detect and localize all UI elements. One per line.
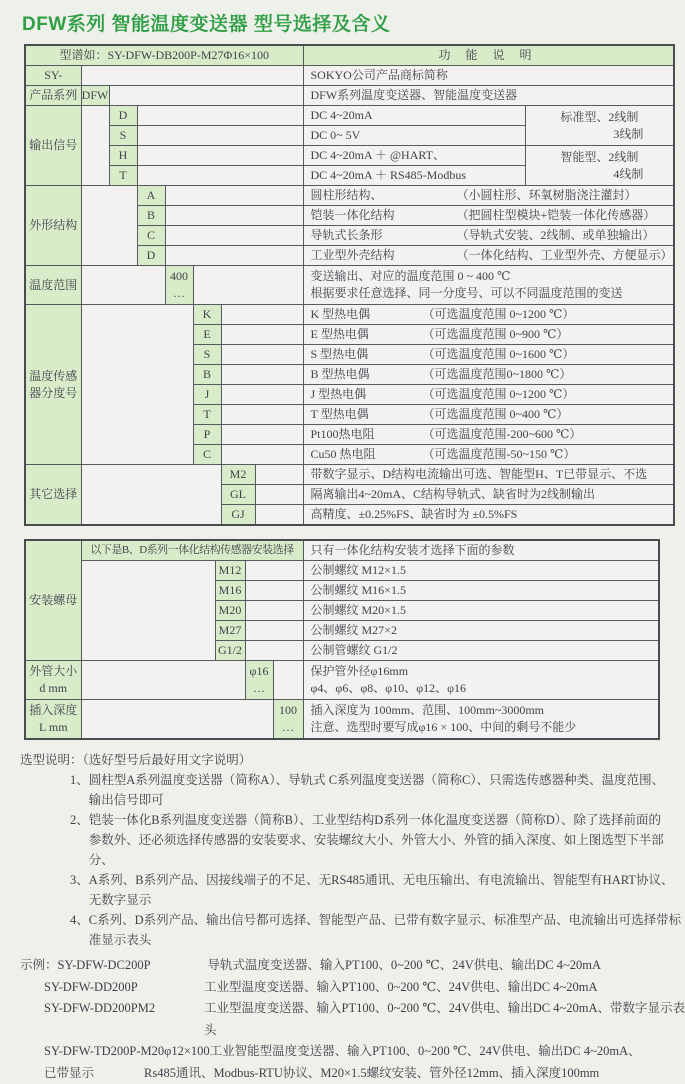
example-row — [20, 1063, 685, 1084]
blank-cell — [165, 186, 303, 206]
table-row — [25, 66, 674, 86]
code-cell: C — [193, 445, 221, 465]
blank-cell — [221, 345, 303, 365]
mounting-options-table — [24, 539, 660, 740]
desc-cell: 圆柱形结构、 （小圆柱形、环氧树脂浇注灌封） — [303, 186, 674, 206]
blank-cell — [137, 166, 303, 186]
table-row — [25, 700, 659, 740]
blank-cell — [245, 561, 303, 581]
blank-cell — [221, 325, 303, 345]
code-cell: GJ — [221, 505, 255, 526]
row-label-series: 产品系列 — [25, 86, 81, 106]
blank-cell — [255, 485, 303, 505]
example-model: 已带显示 — [44, 1063, 144, 1084]
blank-cell — [81, 266, 165, 305]
code-cell: S — [193, 345, 221, 365]
wire-note-smart: 智能型、2线制 4线制 — [526, 146, 674, 186]
desc-cell: 公制螺纹 M16×1.5 — [303, 581, 659, 601]
code-cell-dfw: DFW — [81, 86, 109, 106]
desc-cell: 变送输出、对应的温度范围 0 ~ 400 ℃ 根据要求任意选择、同一分度号、可以不同温度范围的变送 — [303, 266, 674, 305]
row-label-depth: 插入深度 L mm — [25, 700, 81, 740]
desc-cell: B 型热电偶 （可选温度范围0~1800 ℃） — [303, 365, 674, 385]
table-row — [25, 86, 674, 106]
group-label-output: 输出信号 — [25, 106, 81, 186]
blank-cell — [81, 561, 215, 661]
table-header-row — [25, 45, 674, 66]
code-cell: M2 — [221, 465, 255, 485]
function-description-header: 功 能 说 明 — [303, 45, 674, 66]
blank-cell — [109, 86, 303, 106]
example-desc: Rs485通讯、Modbus-RTU协议、M20×1.5螺纹安装、管外径12mm、插入深度100mm — [144, 1063, 599, 1084]
example-desc: 导轨式温度变送器、输入PT100、0~200 ℃、24V供电、输出DC 4~20mA — [208, 955, 602, 977]
desc-cell: 公制螺纹 M12×1.5 — [303, 561, 659, 581]
model-selection-table — [24, 44, 675, 526]
code-cell: D — [109, 106, 137, 126]
desc-cell: E 型热电偶 （可选温度范围 0~900 ℃） — [303, 325, 674, 345]
desc-cell: K 型热电偶 （可选温度范围 0~1200 ℃） — [303, 305, 674, 325]
model-spectrum-header: 型谱如：SY-DFW-DB200P-M27Φ16×100 — [25, 45, 303, 66]
example-model: SY-DFW-TD200P-M20φ12×100 — [44, 1041, 210, 1063]
desc-cell: DC 0~ 5V — [303, 126, 526, 146]
page-title: DFW系列 智能温度变送器 型号选择及含义 — [22, 9, 685, 36]
desc-cell: 高精度、±0.25%FS、缺省时为 ±0.5%FS — [303, 505, 674, 526]
blank-cell — [81, 66, 303, 86]
blank-cell — [81, 700, 273, 740]
example-model: SY-DFW-DD200P — [44, 977, 204, 999]
desc-cell: 导轨式长条形 （导轨式安装、2线制、或单独输出） — [303, 226, 674, 246]
blank-cell — [221, 365, 303, 385]
table-row — [25, 106, 674, 126]
wire-note-standard: 标准型、2线制 3线制 — [526, 106, 674, 146]
example-desc: 工业型温度变送器、输入PT100、0~200 ℃、24V供电、输出DC 4~20mA — [204, 977, 598, 999]
desc-cell: SOKYO公司产品商标简称 — [303, 66, 674, 86]
code-cell: C — [137, 226, 165, 246]
code-cell-depth: 100 … — [273, 700, 303, 740]
note-item: 2、 铠装一体化B系列温度变送器（简称B）、工业型结构D系列一体化温度变送器（简称D）、除了选择前面的 参数外、还必须选择传感器的安装要求、安装螺纹大小、外管大小、外管的插入深度、如上图选型下半部分、 — [20, 810, 685, 870]
code-cell: M12 — [215, 561, 245, 581]
notes-heading: 选型说明：（选好型号后最好用文字说明） — [20, 750, 685, 770]
code-cell: T — [193, 405, 221, 425]
example-desc: 工业型温度变送器、输入PT100、0~200 ℃、24V供电、输出DC 4~20mA、带数字显示表头 — [204, 998, 685, 1041]
blank-cell — [137, 126, 303, 146]
blank-cell — [273, 661, 303, 700]
code-cell: G1/2 — [215, 641, 245, 661]
group-label-sensor: 温度传感 器分度号 — [25, 305, 81, 465]
desc-cell: S 型热电偶 （可选温度范围 0~1600 ℃） — [303, 345, 674, 365]
blank-cell — [221, 445, 303, 465]
table-row — [25, 661, 659, 700]
blank-cell — [81, 465, 221, 526]
examples-heading: 示例： — [20, 955, 58, 977]
table-row — [25, 561, 659, 581]
desc-cell: 公制螺纹 M27×2 — [303, 621, 659, 641]
desc-cell: 只有一体化结构安装才选择下面的参数 — [303, 540, 659, 561]
desc-cell: 隔离输出4~20mA、C结构导轨式、缺省时为2线制输出 — [303, 485, 674, 505]
example-model: SY-DFW-DD200PM2 — [44, 998, 204, 1041]
code-cell: E — [193, 325, 221, 345]
row-label-range: 温度范围 — [25, 266, 81, 305]
code-cell: H — [109, 146, 137, 166]
desc-cell: Pt100热电阻 （可选温度范围-200~600 ℃） — [303, 425, 674, 445]
desc-cell: 插入深度为 100mm、范围、100mm~3000mm 注意、选型时要写成φ16 × 100、中间的剩号不能少 — [303, 700, 659, 740]
code-cell: M20 — [215, 601, 245, 621]
blank-cell — [255, 465, 303, 485]
code-cell: K — [193, 305, 221, 325]
blank-cell — [137, 146, 303, 166]
table-row — [25, 266, 674, 305]
example-row — [20, 1041, 685, 1063]
table-row — [25, 146, 674, 166]
blank-cell — [221, 385, 303, 405]
code-cell: GL — [221, 485, 255, 505]
note-item: 1、 圆柱型A系列温度变送器（简称A）、导轨式 C系列温度变送器（简称C）、只需选传感器种类、温度范围、 输出信号即可 — [20, 770, 685, 810]
code-cell: T — [109, 166, 137, 186]
blank-cell — [81, 106, 109, 186]
desc-cell: 公制管螺纹 G1/2 — [303, 641, 659, 661]
blank-cell — [221, 425, 303, 445]
row-label-tube: 外管大小 d mm — [25, 661, 81, 700]
code-cell: B — [137, 206, 165, 226]
table-row — [25, 465, 674, 485]
group-label-nut: 安装螺母 — [25, 540, 81, 661]
group-label-other: 其它选择 — [25, 465, 81, 526]
code-cell: A — [137, 186, 165, 206]
table-row — [25, 540, 659, 561]
desc-cell: J 型热电偶 （可选温度范围 0~1200 ℃） — [303, 385, 674, 405]
example-model: SY-DFW-DC200P — [58, 955, 208, 977]
blank-cell — [81, 305, 193, 465]
code-cell: B — [193, 365, 221, 385]
desc-cell: 公制螺纹 M20×1.5 — [303, 601, 659, 621]
code-cell: M16 — [215, 581, 245, 601]
blank-cell — [165, 226, 303, 246]
note-item: 3、 A系列、B系列产品、因接线端子的不足、无RS485通讯、无电压输出、有电流输出、智能型有HART协议、 无数字显示 — [20, 870, 685, 910]
code-cell-tube: φ16 … — [245, 661, 273, 700]
model-examples — [20, 955, 685, 1084]
row-label-sy: SY- — [25, 66, 81, 86]
desc-cell: DFW系列温度变送器、智能温度变送器 — [303, 86, 674, 106]
desc-cell: Cu50 热电阻 （可选温度范围-50~150 ℃） — [303, 445, 674, 465]
blank-cell — [81, 186, 137, 266]
blank-cell — [255, 505, 303, 526]
code-cell: M27 — [215, 621, 245, 641]
desc-cell: DC 4~20mA — [303, 106, 526, 126]
blank-cell — [165, 246, 303, 266]
blank-cell — [81, 661, 245, 700]
note-item: 4、 C系列、D系列产品、输出信号都可选择、智能型产品、已带有数字显示、标准型产品、电流输出可选择带标 准显示表头 — [20, 910, 685, 950]
code-cell: S — [109, 126, 137, 146]
table-row — [25, 186, 674, 206]
desc-cell: 铠装一体化结构 （把圆柱型模块+铠装一体化传感器） — [303, 206, 674, 226]
table-row — [25, 305, 674, 325]
example-desc: 工业智能型温度变送器、输入PT100、0~200 ℃、24V供电、输出DC 4~20mA、 — [210, 1041, 641, 1063]
blank-cell — [245, 581, 303, 601]
blank-cell — [193, 266, 303, 305]
code-cell: P — [193, 425, 221, 445]
blank-cell — [245, 621, 303, 641]
nut-subheader: 以下是B、D系列一体化结构传感器安装选择 — [81, 540, 303, 561]
example-row — [20, 977, 685, 999]
code-cell: J — [193, 385, 221, 405]
desc-cell: 工业型外壳结构 （一体化结构、工业型外壳、方便显示） — [303, 246, 674, 266]
blank-cell — [221, 305, 303, 325]
desc-cell: T 型热电偶 （可选温度范围 0~400 ℃） — [303, 405, 674, 425]
blank-cell — [165, 206, 303, 226]
desc-cell: 保护管外径φ16mm φ4、φ6、φ8、φ10、φ12、φ16 — [303, 661, 659, 700]
desc-cell: DC 4~20mA ＋ @HART、 — [303, 146, 526, 166]
blank-cell — [221, 405, 303, 425]
blank-cell — [137, 106, 303, 126]
desc-cell: DC 4~20mA ＋ RS485-Modbus — [303, 166, 526, 186]
selection-notes — [20, 750, 685, 950]
blank-cell — [245, 601, 303, 621]
example-row — [20, 955, 685, 977]
blank-cell — [245, 641, 303, 661]
desc-cell: 带数字显示、D结构电流输出可选、智能型H、T已带显示、不选 — [303, 465, 674, 485]
code-cell-range: 400 … — [165, 266, 193, 305]
code-cell: D — [137, 246, 165, 266]
group-label-shape: 外形结构 — [25, 186, 81, 266]
example-row — [20, 998, 685, 1041]
